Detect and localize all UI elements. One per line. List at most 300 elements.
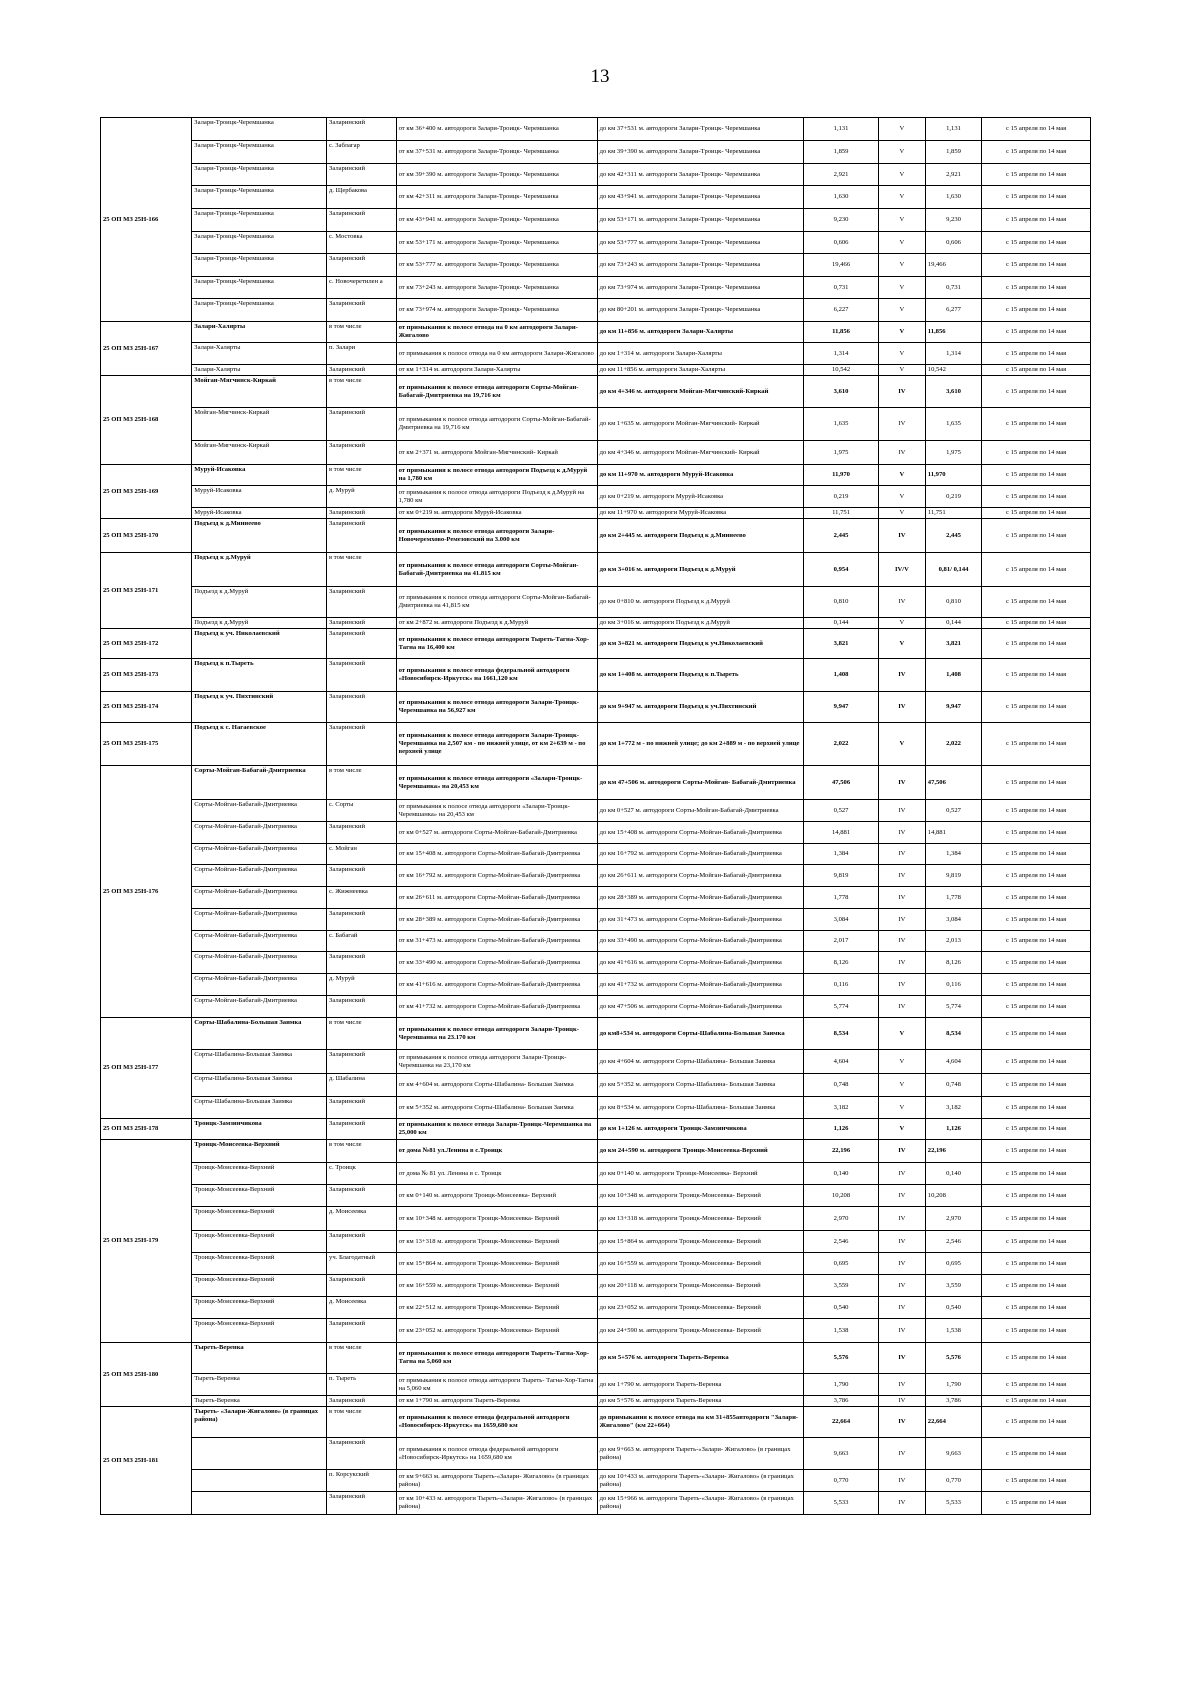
segment-end: до км 8+534 м. автодороги Сорты-Шабалина- Большая Заимка	[597, 1097, 803, 1119]
restriction-period: с 15 апреля по 14 мая	[982, 766, 1091, 800]
table-row	[101, 322, 1091, 343]
segment-length: 3,084	[804, 909, 879, 931]
restriction-period: с 15 апреля по 14 мая	[982, 343, 1091, 365]
road-name: Муруй-Исаковка	[192, 508, 327, 519]
segment-start: от км 2+371 м. автодороги Мойган-Мягчинский- Киркай	[396, 441, 597, 465]
road-category: IV	[879, 408, 926, 441]
segment-length: 22,664	[804, 1407, 879, 1438]
table-row	[101, 465, 1091, 486]
segment-start: от км 0+219 м. автодороги Муруй-Исаковка	[396, 508, 597, 519]
segment-start: от км 16+792 м. автодороги Сорты-Мойган-Бабагай-Дмитриевка	[396, 865, 597, 887]
segment-end: до км 26+611 м. автодороги Сорты-Мойган-Бабагай-Дмитриевка	[597, 865, 803, 887]
segment-end: до км 37+531 м. автодороги Залари-Троицк- Черемшанка	[597, 118, 803, 141]
restricted-length: 5,533	[925, 1492, 982, 1515]
restriction-period: с 15 апреля по 14 мая	[982, 1343, 1091, 1374]
segment-start: от примыкания к полосе отвода автодороги «Залари-Троицк-Черемшанка» на 20,453 км	[396, 800, 597, 822]
segment-length: 0,116	[804, 974, 879, 996]
restricted-length: 47,506	[925, 766, 982, 800]
restricted-length: 9,947	[925, 692, 982, 723]
segment-length: 9,663	[804, 1438, 879, 1470]
road-name: Тыреть-Веренка	[192, 1396, 327, 1407]
road-name: Сорты-Мойган-Бабагай-Дмитриевка	[192, 974, 327, 996]
location: Заларинский	[327, 692, 397, 723]
table-row	[101, 800, 1091, 822]
road-category: V	[879, 209, 926, 232]
table-row	[101, 232, 1091, 254]
road-name: Троицк-Моисеевка-Верхний	[192, 1275, 327, 1297]
restriction-period: с 15 апреля по 14 мая	[982, 441, 1091, 465]
table-row	[101, 1050, 1091, 1074]
restricted-length: 8,534	[925, 1018, 982, 1050]
location: в том числе	[327, 376, 397, 408]
road-name: Залари-Халярты	[192, 343, 327, 365]
restricted-length: 0,695	[925, 1253, 982, 1275]
road-code: 25 ОП МЗ 25Н-170	[101, 519, 192, 553]
road-category: IV	[879, 1297, 926, 1319]
segment-length: 14,881	[804, 822, 879, 844]
segment-start: от км 39+390 м. автодороги Залари-Троицк- Черемшанка	[396, 164, 597, 186]
location: Заларинский	[327, 1097, 397, 1119]
road-name: Сорты-Шабалина-Большая Заимка	[192, 1050, 327, 1074]
restriction-period: с 15 апреля по 14 мая	[982, 618, 1091, 629]
segment-length: 3,559	[804, 1275, 879, 1297]
restricted-length: 0,540	[925, 1297, 982, 1319]
restriction-period: с 15 апреля по 14 мая	[982, 1275, 1091, 1297]
segment-end: до км 4+346 м. автодороги Мойган-Мягчинский- Киркай	[597, 441, 803, 465]
road-category: IV	[879, 1319, 926, 1343]
location: в том числе	[327, 1140, 397, 1163]
segment-end: до км 3+016 м. автодороги Подъезд к д.Муруй	[597, 553, 803, 587]
restriction-period: с 15 апреля по 14 мая	[982, 659, 1091, 692]
segment-end: до км 15+408 м. автодороги Сорты-Мойган-Бабагай-Дмитриевка	[597, 822, 803, 844]
road-name: Троицк-Моисеевка-Верхний	[192, 1207, 327, 1231]
road-category: V	[879, 365, 926, 376]
segment-length: 22,196	[804, 1140, 879, 1163]
segment-end: до км 13+318 м. автодороги Троицк-Моисеевка- Верхний	[597, 1207, 803, 1231]
road-category: V	[879, 322, 926, 343]
road-name: Залари-Троицк-Черемшанка	[192, 299, 327, 322]
road-category: V	[879, 1097, 926, 1119]
segment-start: от примыкания к полосе отвода автодороги Подъезд к д.Муруй на 1,780 км	[396, 465, 597, 486]
segment-length: 10,542	[804, 365, 879, 376]
location: Заларинский	[327, 209, 397, 232]
segment-end: до км 4+346 м. автодороги Мойган-Мягчинский-Киркай	[597, 376, 803, 408]
segment-start: от примыкания к полосе отвода автодороги «Залари-Троицк-Черемшанка» на 20,453 км	[396, 766, 597, 800]
road-name: Тыреть-Веренка	[192, 1374, 327, 1396]
segment-length: 1,859	[804, 141, 879, 164]
table-row	[101, 1438, 1091, 1470]
segment-start: от км 1+314 м. автодороги Залари-Халярты	[396, 365, 597, 376]
restriction-period: с 15 апреля по 14 мая	[982, 299, 1091, 322]
restricted-length: 2,970	[925, 1207, 982, 1231]
segment-start: от км 10+348 м. автодороги Троицк-Моисеевка- Верхний	[396, 1207, 597, 1231]
road-category: V	[879, 164, 926, 186]
road-code: 25 ОП МЗ 25Н-168	[101, 376, 192, 465]
road-category: IV	[879, 974, 926, 996]
restricted-length: 2,445	[925, 519, 982, 553]
restriction-period: с 15 апреля по 14 мая	[982, 865, 1091, 887]
segment-end: до км 11+970 м. автодороги Муруй-Исаковка	[597, 465, 803, 486]
table-row	[101, 952, 1091, 974]
segment-end: до км 33+490 м. автодороги Сорты-Мойган-Бабагай-Дмитриевка	[597, 931, 803, 952]
segment-end: до км8+534 м. автодороги Сорты-Шабалина-Большая Заимка	[597, 1018, 803, 1050]
restriction-period: с 15 апреля по 14 мая	[982, 118, 1091, 141]
segment-length: 2,017	[804, 931, 879, 952]
segment-length: 2,022	[804, 723, 879, 766]
restricted-length: 8,126	[925, 952, 982, 974]
segment-length: 0,144	[804, 618, 879, 629]
location: Заларинский	[327, 299, 397, 322]
restricted-length: 2,546	[925, 1231, 982, 1253]
road-name: Тыреть- «Залари-Жигалово» (в границах района)	[192, 1407, 327, 1438]
table-row	[101, 996, 1091, 1018]
segment-end: до км 5+352 м. автодороги Сорты-Шабалина- Большая Заимка	[597, 1074, 803, 1097]
segment-start: от км 15+408 м. автодороги Сорты-Мойган-Бабагай-Дмитриевка	[396, 844, 597, 865]
segment-end: до км 43+941 м. автодороги Залари-Троицк- Черемшанка	[597, 186, 803, 209]
restriction-period: с 15 апреля по 14 мая	[982, 1297, 1091, 1319]
segment-length: 1,538	[804, 1319, 879, 1343]
segment-length: 0,695	[804, 1253, 879, 1275]
road-category: V	[879, 629, 926, 659]
restricted-length: 11,970	[925, 465, 982, 486]
road-name: Залари-Троицк-Черемшанка	[192, 277, 327, 299]
road-name: Троицк-Моисеевка-Верхний	[192, 1319, 327, 1343]
table-row	[101, 1396, 1091, 1407]
restriction-period: с 15 апреля по 14 мая	[982, 996, 1091, 1018]
table-row	[101, 931, 1091, 952]
location: Заларинский	[327, 865, 397, 887]
restricted-length: 3,786	[925, 1396, 982, 1407]
restriction-period: с 15 апреля по 14 мая	[982, 1374, 1091, 1396]
segment-length: 3,786	[804, 1396, 879, 1407]
segment-end: до км 24+590 м. автодороги Троицк-Моисеевка-Верхний	[597, 1140, 803, 1163]
location: Заларинский	[327, 254, 397, 277]
road-code: 25 ОП МЗ 25Н-178	[101, 1119, 192, 1140]
road-category: IV	[879, 1374, 926, 1396]
segment-start: от км 10+433 м. автодороги Тыреть-«Залари- Жигалово» (в границах района)	[396, 1492, 597, 1515]
table-row	[101, 723, 1091, 766]
segment-end: до км 0+810 м. автодороги Подъезд к д.Муруй	[597, 587, 803, 618]
segment-end: до км 31+473 м. автодороги Сорты-Мойган-Бабагай-Дмитриевка	[597, 909, 803, 931]
segment-end: до км 1+790 м. автодороги Тыреть-Веренка	[597, 1374, 803, 1396]
table-row	[101, 365, 1091, 376]
table-row	[101, 1374, 1091, 1396]
segment-start: от км 43+941 м. автодороги Залари-Троицк- Черемшанка	[396, 209, 597, 232]
segment-length: 3,182	[804, 1097, 879, 1119]
road-category: IV	[879, 996, 926, 1018]
segment-end: до км 5+576 м. автодороги Тыреть-Веренка	[597, 1396, 803, 1407]
segment-end: до км 11+970 м. автодороги Муруй-Исаковка	[597, 508, 803, 519]
road-category: V	[879, 254, 926, 277]
location: уч. Благодатный	[327, 1253, 397, 1275]
segment-end: до км 5+576 м. автодороги Тыреть-Веренка	[597, 1343, 803, 1374]
road-name: Подъезд к п.Тыреть	[192, 659, 327, 692]
segment-length: 0,606	[804, 232, 879, 254]
road-category: V	[879, 232, 926, 254]
road-category: V	[879, 1074, 926, 1097]
table-row	[101, 299, 1091, 322]
segment-end: до км 80+201 м. автодороги Залари-Троицк- Черемшанка	[597, 299, 803, 322]
location: д. Моисеевка	[327, 1207, 397, 1231]
road-category: IV	[879, 844, 926, 865]
segment-end: до км 73+243 м. автодороги Залари-Троицк- Черемшанка	[597, 254, 803, 277]
road-category: IV	[879, 1163, 926, 1185]
segment-start: от примыкания к полосе отвода федеральной автодороги «Новосибирск-Иркутск» на 1659,680 км	[396, 1438, 597, 1470]
segment-end: до км 3+016 м. автодороги Подъезд к д.Муруй	[597, 618, 803, 629]
segment-length: 4,604	[804, 1050, 879, 1074]
segment-length: 8,534	[804, 1018, 879, 1050]
location: с. Жижнеевка	[327, 887, 397, 909]
segment-start: от км 16+559 м. автодороги Троицк-Моисеевка- Верхний	[396, 1275, 597, 1297]
road-name: Подъезд к д.Муруй	[192, 553, 327, 587]
restriction-period: с 15 апреля по 14 мая	[982, 692, 1091, 723]
segment-length: 1,778	[804, 887, 879, 909]
restriction-period: с 15 апреля по 14 мая	[982, 486, 1091, 508]
segment-start: от примыкания к полосе отвода автодороги Сорты-Мойган-Бабагай-Дмитриевка на 19,716 км	[396, 408, 597, 441]
road-category: V	[879, 486, 926, 508]
segment-length: 1,630	[804, 186, 879, 209]
page-number: 13	[590, 66, 610, 87]
restriction-period: с 15 апреля по 14 мая	[982, 553, 1091, 587]
road-name: Троицк-Моисеевка-Верхний	[192, 1231, 327, 1253]
segment-end: до км 3+821 м. автодороги Подъезд к уч.Николаевский	[597, 629, 803, 659]
table-row	[101, 1018, 1091, 1050]
location: п. Залари	[327, 343, 397, 365]
road-name: Залари-Троицк-Черемшанка	[192, 164, 327, 186]
location: с. Заблагар	[327, 141, 397, 164]
restriction-period: с 15 апреля по 14 мая	[982, 800, 1091, 822]
location: в том числе	[327, 1018, 397, 1050]
road-name: Муруй-Исаковка	[192, 465, 327, 486]
segment-end: до км 41+616 м. автодороги Сорты-Мойган-Бабагай-Дмитриевка	[597, 952, 803, 974]
table-row	[101, 766, 1091, 800]
segment-length: 8,126	[804, 952, 879, 974]
road-category: IV	[879, 519, 926, 553]
restriction-period: с 15 апреля по 14 мая	[982, 141, 1091, 164]
road-name: Сорты-Мойган-Бабагай-Дмитриевка	[192, 909, 327, 931]
road-category: IV	[879, 376, 926, 408]
table-row	[101, 209, 1091, 232]
restricted-length: 1,314	[925, 343, 982, 365]
segment-start: от примыкания к полосе отвода автодороги Тыреть-Тагна-Хор-Тагна на 16,400 км	[396, 629, 597, 659]
restriction-period: с 15 апреля по 14 мая	[982, 164, 1091, 186]
location: в том числе	[327, 465, 397, 486]
location: Заларинский	[327, 659, 397, 692]
restriction-period: с 15 апреля по 14 мая	[982, 254, 1091, 277]
road-category: IV	[879, 1396, 926, 1407]
table-row	[101, 1163, 1091, 1185]
restricted-length: 3,610	[925, 376, 982, 408]
table-row	[101, 587, 1091, 618]
location: в том числе	[327, 1343, 397, 1374]
segment-length: 10,208	[804, 1185, 879, 1207]
segment-start: от км 53+777 м. автодороги Залари-Троицк- Черемшанка	[396, 254, 597, 277]
table-row	[101, 118, 1091, 141]
road-category: IV	[879, 441, 926, 465]
restriction-period: с 15 апреля по 14 мая	[982, 974, 1091, 996]
segment-start: от примыкания к полосе отвода автодороги Тыреть-Тагна-Хор-Тагна на 5,060 км	[396, 1343, 597, 1374]
segment-length: 0,748	[804, 1074, 879, 1097]
road-category: IV	[879, 1253, 926, 1275]
road-code: 25 ОП МЗ 25Н-177	[101, 1018, 192, 1119]
segment-end: до км 9+947 м. автодороги Подъезд к уч.Пихтинский	[597, 692, 803, 723]
restricted-length: 0,606	[925, 232, 982, 254]
road-category: IV	[879, 865, 926, 887]
segment-length: 5,774	[804, 996, 879, 1018]
location: Заларинский	[327, 1231, 397, 1253]
segment-start: от примыкания к полосе отвода автодороги Залари-Троицк-Черемшанка на 23.170 км	[396, 1018, 597, 1050]
segment-length: 1,790	[804, 1374, 879, 1396]
location: Заларинский	[327, 408, 397, 441]
restricted-length: 0,81/ 0,144	[925, 553, 982, 587]
segment-end: до км 15+966 м. автодороги Тыреть-«Залари- Жигалово» (в границах района)	[597, 1492, 803, 1515]
restriction-period: с 15 апреля по 14 мая	[982, 209, 1091, 232]
table-row	[101, 1253, 1091, 1275]
segment-end: до км 4+604 м. автодороги Сорты-Шабалина- Большая Заимка	[597, 1050, 803, 1074]
road-category: V	[879, 1050, 926, 1074]
restricted-length: 0,140	[925, 1163, 982, 1185]
table-row	[101, 441, 1091, 465]
location: Заларинский	[327, 1319, 397, 1343]
segment-start: от примыкания к полосе отвода Залари-Троицк-Черемшанка на 25,000 км	[396, 1119, 597, 1140]
restriction-period: с 15 апреля по 14 мая	[982, 822, 1091, 844]
segment-length: 3,610	[804, 376, 879, 408]
restricted-length: 1,790	[925, 1374, 982, 1396]
restricted-length: 0,731	[925, 277, 982, 299]
segment-start: от примыкания к полосе отвода автодороги Сорты-Мойган-Бабагай-Дмитриевка на 41.815 км	[396, 553, 597, 587]
restriction-period: с 15 апреля по 14 мая	[982, 909, 1091, 931]
location: д. Щербакова	[327, 186, 397, 209]
road-name: Залари-Халярты	[192, 365, 327, 376]
segment-end: до примыкания к полосе отвода на км 31+855автодороги "Залари-Жигалово" (км 22+664)	[597, 1407, 803, 1438]
segment-length: 5,533	[804, 1492, 879, 1515]
restriction-period: с 15 апреля по 14 мая	[982, 1018, 1091, 1050]
segment-end: до км 16+792 м. автодороги Сорты-Мойган-Бабагай-Дмитриевка	[597, 844, 803, 865]
segment-length: 1,314	[804, 343, 879, 365]
segment-length: 1,975	[804, 441, 879, 465]
restricted-length: 1,538	[925, 1319, 982, 1343]
road-name: Сорты-Шабалина-Большая Заимка	[192, 1018, 327, 1050]
segment-length: 2,445	[804, 519, 879, 553]
location: д. Моисеевка	[327, 1297, 397, 1319]
segment-length: 0,770	[804, 1470, 879, 1492]
location: Заларинский	[327, 1438, 397, 1470]
road-name: Сорты-Мойган-Бабагай-Дмитриевка	[192, 865, 327, 887]
table-row	[101, 822, 1091, 844]
road-category: V	[879, 277, 926, 299]
location: Заларинский	[327, 909, 397, 931]
table-row	[101, 486, 1091, 508]
location: с. Сорты	[327, 800, 397, 822]
road-name: Мойган-Мягчинск-Киркай	[192, 408, 327, 441]
road-name: Муруй-Исаковка	[192, 486, 327, 508]
segment-length: 2,921	[804, 164, 879, 186]
table-row	[101, 1275, 1091, 1297]
restricted-length: 22,196	[925, 1140, 982, 1163]
table-row	[101, 277, 1091, 299]
segment-start: от км 22+512 м. автодороги Троицк-Моисеевка- Верхний	[396, 1297, 597, 1319]
road-category: IV	[879, 1231, 926, 1253]
location: Заларинский	[327, 723, 397, 766]
restriction-period: с 15 апреля по 14 мая	[982, 1097, 1091, 1119]
segment-start: от км 33+490 м. автодороги Сорты-Мойган-Бабагай-Дмитриевка	[396, 952, 597, 974]
segment-end: до км 16+559 м. автодороги Троицк-Моисеевка- Верхний	[597, 1253, 803, 1275]
location: Заларинский	[327, 822, 397, 844]
road-code: 25 ОП МЗ 25Н-172	[101, 629, 192, 659]
road-name: Сорты-Шабалина-Большая Заимка	[192, 1097, 327, 1119]
table-row	[101, 659, 1091, 692]
table-row	[101, 1074, 1091, 1097]
location: п. Тыреть	[327, 1374, 397, 1396]
segment-start: от км 23+052 м. автодороги Троицк-Моисеевка- Верхний	[396, 1319, 597, 1343]
road-category: V	[879, 1018, 926, 1050]
location: в том числе	[327, 1407, 397, 1438]
restriction-period: с 15 апреля по 14 мая	[982, 1396, 1091, 1407]
road-category: IV	[879, 1343, 926, 1374]
road-name: Подъезд к д.Муруй	[192, 587, 327, 618]
location: Заларинский	[327, 1185, 397, 1207]
restricted-length: 0,527	[925, 800, 982, 822]
road-name: Подъезд к с. Нагаевское	[192, 723, 327, 766]
restriction-period: с 15 апреля по 14 мая	[982, 1231, 1091, 1253]
restriction-period: с 15 апреля по 14 мая	[982, 1207, 1091, 1231]
segment-end: до км 0+219 м. автодороги Муруй-Исаковка	[597, 486, 803, 508]
segment-start: от дома №81 ул.Ленина в с.Троицк	[396, 1140, 597, 1163]
road-code: 25 ОП МЗ 25Н-166	[101, 118, 192, 322]
segment-end: до км 1+408 м. автодороги Подъезд к п.Тыреть	[597, 659, 803, 692]
segment-end: до км 1+314 м. автодороги Залари-Халярты	[597, 343, 803, 365]
table-row	[101, 629, 1091, 659]
segment-length: 6,227	[804, 299, 879, 322]
location: Заларинский	[327, 441, 397, 465]
segment-length: 0,219	[804, 486, 879, 508]
table-row	[101, 1140, 1091, 1163]
restriction-period: с 15 апреля по 14 мая	[982, 186, 1091, 209]
restricted-length: 1,635	[925, 408, 982, 441]
road-name: Залари-Троицк-Черемшанка	[192, 186, 327, 209]
segment-start: от км 36+400 м. автодороги Залари-Троицк- Черемшанка	[396, 118, 597, 141]
segment-start: от примыкания к полосе отвода автодороги Подъезд к д.Муруй на 1,780 км	[396, 486, 597, 508]
road-category: V	[879, 343, 926, 365]
segment-start: от км 31+473 м. автодороги Сорты-Мойган-Бабагай-Дмитриевка	[396, 931, 597, 952]
location: д. Муруй	[327, 486, 397, 508]
table-row	[101, 1097, 1091, 1119]
road-name: Троицк-Замзинчикова	[192, 1119, 327, 1140]
road-category: IV	[879, 1275, 926, 1297]
road-code: 25 ОП МЗ 25Н-174	[101, 692, 192, 723]
segment-end: до км 41+732 м. автодороги Сорты-Мойган-Бабагай-Дмитриевка	[597, 974, 803, 996]
restriction-period: с 15 апреля по 14 мая	[982, 1253, 1091, 1275]
restricted-length: 0,748	[925, 1074, 982, 1097]
road-name: Подъезд к д.Муруй	[192, 618, 327, 629]
road-name: Сорты-Мойган-Бабагай-Дмитриевка	[192, 844, 327, 865]
road-category: IV/V	[879, 553, 926, 587]
segment-end: до км 15+864 м. автодороги Троицк-Моисеевка- Верхний	[597, 1231, 803, 1253]
restriction-period: с 15 апреля по 14 мая	[982, 844, 1091, 865]
segment-length: 0,810	[804, 587, 879, 618]
segment-length: 9,230	[804, 209, 879, 232]
segment-length: 9,947	[804, 692, 879, 723]
segment-end: до км 0+527 м. автодороги Сорты-Мойган-Бабагай-Дмитриевка	[597, 800, 803, 822]
road-category: IV	[879, 692, 926, 723]
road-name: Мойган-Мягчинск-Киркай	[192, 376, 327, 408]
road-category: IV	[879, 887, 926, 909]
table-row	[101, 887, 1091, 909]
segment-end: до км 0+140 м. автодороги Троицк-Моисеевка- Верхний	[597, 1163, 803, 1185]
segment-start: от км 41+732 м. автодороги Сорты-Мойган-Бабагай-Дмитриевка	[396, 996, 597, 1018]
segment-end: до км 28+389 м. автодороги Сорты-Мойган-Бабагай-Дмитриевка	[597, 887, 803, 909]
segment-end: до км 11+856 м. автодороги Залари-Халярты	[597, 365, 803, 376]
